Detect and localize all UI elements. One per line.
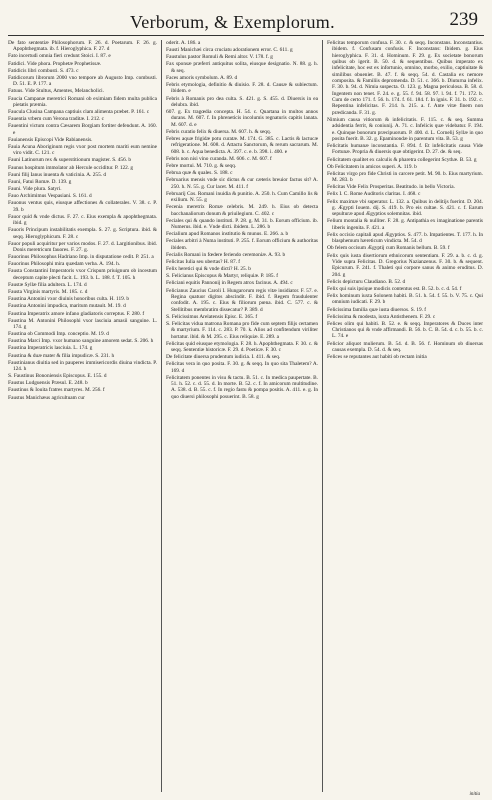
index-entry: Faustina Antonini impudica, maritum mutauit. M. 19. d <box>8 303 126 310</box>
index-entry: Felicitatem qualitet ex calculis & pharetra collegerint Scythæ. B. 53. g <box>327 156 477 163</box>
index-entry: Faustus Manichæus agricultuam cur <box>8 394 85 401</box>
index-entry: Faunus hospitum immolator ab Hercule occiditur. P. 122. g <box>8 164 134 171</box>
index-entry: Faustina Imperatricis lasciuia. L. 174. g <box>8 345 93 352</box>
index-entry: Faustina Marci Imp. vxor humano sanguine amorem sedat. S. 206. h <box>8 338 154 345</box>
index-entry: Felicitas quid eiusque etymologia. F. 28. h. Apophthegmata. F. 30. c. & seqq. Sententiæ historicæ. F. 29. d. Poeticæ. F. 30. c <box>166 340 318 353</box>
index-entry: De fato sententiæ Philosophorum. F. 26. d. Poetarum. F. 26. g. Apophthegmata. ib. f. Hieroglyphica. F. 27. d <box>8 40 157 53</box>
index-entry: Felicis depicturu Claudiano. B. 52. d <box>327 278 406 285</box>
index-entry: Fauor populi acquiritur per varios modos. F. 27. d. Largitionibus. ibid. Donis meretricum fauores. F. 27. g. <box>8 240 157 254</box>
index-entry: Fausta Constantini Imperatoris vxor Crispum priuignum ob incestum deceptum capite plecti facit. L. 193. b. L. 188. f. T. 105. h <box>8 268 157 281</box>
index-entry: Fauonus ventus quis, eiusque affectiones & collaterales. V. 38. c. P. 39. b <box>8 200 157 213</box>
index-entry: Faucia Campanæ meretrici Romani ob eximiam fidem multa publica pietatis præmia. <box>8 95 157 108</box>
index-entry: Felix quis iusta disertiorum ethnicorum sententiam. F. 29. a. b. c. d. g. Vide supra Felicitas. D. Gregorius Nazianzenus. F. 30. b. & sequent. Epicurum. F. 241. f. Thaleti qui corpore sanus & animo eruditus. D. 204. g <box>327 252 483 278</box>
page-number: 239 <box>449 9 478 30</box>
index-column-2 <box>166 40 318 794</box>
index-entry: Fauianensis Episcopi Vide Rabianensis. <box>8 136 93 143</box>
index-entry: Felicitas temporum confusa. F. 30. c. & seqq. Inconstans. Inconstantius. ibidem. f. Confusam confusis. F. Inconstans: Ibidem. g. Eius hieroglyphica. F. 31. d. Hominum. F. 29. g. Ex societate bonorum quibus ob igerit. B. 50. d. & sequentibus. Quibus imperato ex infelicitate, hoc est ex infortunio, omnino, morbo, exilio, captiuitate & similibus obueniet. B. 47. f. & seqq. 54. d. Castalia ex nemore composita. & Familiis depromenda. D. 51. c. 366. b. Diuturna infelix. F. 30. b. 94. d. Nimia suspecta. O. 123. g. Magna periculosa. B. 58. d. Ingentem non tenet. F. 24. e. g. 55. f. 94. 58. 97. l. 94. f. 71. 172. b. Cum de certo 171. f. 56. h. 174. f. 61. 184. f. In ignis. F. 31. b. 192. c. Repentina infelicitas. F. 214. h. 215. a. f. Ante vitæ finem non prædicanda. F. 31. g. <box>327 40 483 116</box>
index-entry: Fauo Archimimus Vespasiani. S. 161. d <box>8 193 92 200</box>
index-entry: Fatidicorum librorum 2000 vno tempore ab Augusto Imp. combusti. D. 51. E. P. 177. a <box>8 74 157 88</box>
index-entry: Feciales qui & quando instituti. P. 28. g. M. 31. b. Eorum officium. ib. Numerus. ibid. e. Vnde dicti. ibidem. L. 286. b <box>166 217 318 231</box>
index-entry: Faustina Imperatrix amore infano gladiatoris correptus. F. 280. f <box>8 310 145 317</box>
index-entry: Fauorinus Philosophi mira quædam verba. A. 194. h. <box>8 261 121 268</box>
index-entry: Februarij Cos. Romani inuidia & punitio. A. 250. h. Cum Camillo lis & exilium. N. 55. g <box>166 190 318 204</box>
index-entry: Faustinianus diuitia sed in pauperes immisericordis diuina vindicta. P. 124. h <box>8 359 157 373</box>
index-entry: Faustæ Syllæ filia adultera. L. 174. d <box>8 281 87 288</box>
page-header <box>0 0 492 40</box>
index-entry: Faustina M. Antonini Philosophi vxor lasciuia amasii sanguine. L. 174. g <box>8 317 157 330</box>
index-entry: Felix occisio capitali apud Ægyptios. S. 477. b. Impatientes. T. 177. h. In blasphemum hæreticum vindicta. M. 54. d <box>327 231 483 245</box>
index-entry: S. Faustinus Bononiensis Episcopus. E. 155. d <box>8 373 107 380</box>
index-entry: Felicissima & modesta, iuxta Antisthenem. F. 29. c <box>327 313 436 320</box>
index-entry: De felicitate diuersa prudentum iudicia. I. 411. & seq. <box>166 354 281 361</box>
index-entry: Felium montalia & nulliter. F. 28. g. Antipathia ex imaginatione parentis liberis ingenita. F. 421. a <box>327 218 483 231</box>
index-entry: Febre mortui. M. 710. g. & seqq. <box>166 162 237 169</box>
index-entry: Fecialis Romani in fœdere feriendo ceremoniæ. A. 93. b <box>166 251 286 258</box>
index-entry: Faucula Clusina Campana captiuis clam alimenta præbet. P. 161. c <box>8 109 150 116</box>
index-entry: Felicitas Vide Felix Prosperitas. Beatitudo. in bello Victoria. <box>327 184 455 191</box>
index-entry: Faces amoris symbolum. A. 89. d <box>166 74 238 81</box>
index-entry: Fauni Latinorum rex & superstitionum magister. S. 456. b <box>8 157 132 164</box>
column-divider <box>322 40 323 792</box>
index-entry: Fauni. Vide plura. Satyri. <box>8 185 62 192</box>
index-entry: Ob felem occisum Ægyptij cum Romanis bellum. B. 59. f <box>327 245 450 252</box>
index-entry: 607. g. Ex tragœdia concepta. H. 54. c. Quartana in multos annos durans. M. 607. f. In phreneticis incolumis regnaturis capitis lanata. M. 607. d. e <box>166 109 318 128</box>
index-column-3 <box>327 40 483 794</box>
index-entry: Fausta Virginis martyris. M. 185. c. d <box>8 289 88 296</box>
index-entry: Fauia Acuna Aboriginum regis vxor post mortem mariti eum nemine viro vidit. C. 121. c <box>8 143 157 157</box>
index-entry: Febris non nisi vino curanda. M. 606. c. M. 607. f <box>166 155 272 162</box>
index-entry: Fatuus. Vide Stultus, Amentes, Melancholici. <box>8 88 104 95</box>
index-entry: Ob Felicitatem in amicos superi. A. 119. b <box>327 163 417 170</box>
index-entry: S. Felicianus Episcopus & Martyr, reliquiæ. P. 185. f <box>166 273 278 280</box>
index-entry: Felix qui suis ipsique modicis contentus est. B. 52. b. c. d. 54. f <box>327 285 462 292</box>
index-entry: Faustina & duæ mater & filia impudicæ. S. 231. h <box>8 352 115 359</box>
index-entry: Fatidici. Vide phora. Prophetæ Prophetissæ. <box>8 60 102 67</box>
index-entry: Felicitatis humanæ inconstantia. F. 894. f. Et infelicitatis causa Vide Fortunæ. Propria & diuersis quæ obtigerint. D. 27. de. & seq. <box>327 143 483 156</box>
index-entry: Felix maximæ vbi superatur. L. 132. a. Quibus in delitijs fuerint. D. 204. g. Ægypti Iouem. dij. S. 419. b. Pro eis cultae. S. 421. c. f. Earum sepulturæ apud Ægyptios solemnitas. ibid. <box>327 198 483 218</box>
index-column-1 <box>8 40 157 794</box>
index-entry: Fecialium apud Romanos institutio & munus. E. 266. a. b <box>166 231 289 238</box>
index-entry: Fauentia vrbem cum Verona traditæ. I. 212. c <box>8 116 104 123</box>
index-entry: Felicior aliquot mulierum. B. 54. d. B. 56. f. Hominum ob diuersas causas exempla. D. 54. d. & seq. <box>327 340 483 353</box>
index-entry: Fauoris Principum instabilitatis exempla. S. 27. g. Scriptura. ibid. & seqq. Hieroglyphicum. F. 28. c <box>8 227 157 240</box>
index-entry: Faustina ob Commodi Imp. conceptio. M. 19. d <box>8 331 109 338</box>
catchword: initia <box>469 792 480 797</box>
index-entry: Febres aquæ frigidæ potu curatæ. M. 174. G. 385. c. Lactis & lactucæ refrigeratione. M. 608. d. Attactu Sanctorum, & rerum sacrarum. M. 608. b. c. Aqua benedicta. A. 397. c. e. b. 398. i. 400. e <box>166 135 318 155</box>
index-entry: Nimium causa vitiorum & infelicitatis. F. 115. c. & seq. Summa adsidentia ferrit, & coniunij. A. 71. c. Infelicis quæ videbatur. F. 194. e. Quinque bonorum præcipuorum. P. 400. d. L. Cornelij Syllæ in quo posita fuerit. B. 32. g. Epaminondæ in parentum vita. B. 53. g <box>327 116 483 142</box>
index-entry: Fecenia meretrix Romæ celebris. M. 249. h. Eius ob detecta bacchanaliorum donum & priuilegium. C. 402. c <box>166 204 318 217</box>
index-entry: Felicitas Iulia seu ubertas? H. 87. f <box>166 258 241 265</box>
index-entry: Fauni, Fatui Romæ. D. 139. g <box>8 178 72 185</box>
index-entry: Faustus Ludguensis Præsul. E. 248. b <box>8 380 88 387</box>
index-entry: Felicitas virgo pro fide Christi in carcere petit. M. 90. b. Eius martyrium. M. 283. b <box>327 170 483 184</box>
index-entry: Felicitatem ponentes in visu & tactu. B. 51. c. In medica paupertate. B. 51. h. 52. c. d. 55. d. In morte. B. 52. c. f. In amicorum multitudine. A. 538. d. B. 55. c. f. In regio fastu & pompa positis. A. 411. e. g. In quo diuersi philosophi posuerint. B. 58. g <box>166 374 318 400</box>
index-entry: Fauor quid & vnde dictus. F. 27. c. Eius exempla & apophthegmata. ibid. g <box>8 213 157 227</box>
index-entry: Felix I. C. Rome Auditoris claritas. I. 468. c <box>327 191 421 198</box>
index-entry: Fauentini victum contra Cæsarem Borgiam fortiter defendunt. A. 160. e <box>8 123 157 136</box>
column-divider <box>161 40 162 792</box>
index-entry: Fax sponsæ præferri antiquitus solita, eiusque designatio. N. 88. g. h. & seq. <box>166 61 318 74</box>
index-entry: Felicianus Zaucius Caroli I. Hungarorum regis vitæ insidiator. F. 57. e. Regina quatuor digitos abscindit. F. ibid. f. Regem fraudulenter confodit. A. 195. c. Eius & filiorum pœna. ibid. C. 577. c. & Stellitibus membratim dissecatur? P. 389. d <box>166 287 318 313</box>
header-rule <box>8 35 484 36</box>
index-entry: Febris à Romanis pro dea culta. S. 421. g. S. 455. d. Diuersis in ea delubra. ibid. <box>166 95 318 108</box>
index-entry: Februarius mensis vnde sic dictus & cur cæteris breuior factus sit? A. 250. h. N. 55. g. Cur lacet. M. 411. f <box>166 177 318 190</box>
index-entry: Febris curatio felix & diuersa. M. 607. h. & seqq. <box>166 128 271 135</box>
index-entry: Felices se reputantes aut habiti ob rectam initia <box>327 354 427 361</box>
index-entry: Februa quæ & quales. S. 188. c <box>166 170 233 177</box>
index-entry: Faustina Antonini vxor diuinis honoribus culta. H. 119. b <box>8 296 130 303</box>
index-entry: Fato incertudi omnia fieri credunt Stoici. I. 87. e <box>8 53 111 60</box>
index-entry: Fatidicis libri combusti. S. 473. c <box>8 67 79 74</box>
index-entry: Fauorinus Philosophus Hadriano Imp. in disputatione cedit. P. 251. a <box>8 254 154 261</box>
index-entry: Felicitas vera in quo posita. F. 30. g. & seqq. In quo sita Thaletem? A. 169. d <box>166 361 318 374</box>
index-entry: Fausti Manichæi circa cruciatu adorationem error. C. 611. g <box>166 47 293 54</box>
index-entry: Feliciani equitis Pannonij in Regem atrox facinus. A. 494. c <box>166 280 293 287</box>
running-title: Verborum, & Exemplorum. <box>130 12 335 32</box>
index-entry: oderit. A. 186. a <box>166 40 201 46</box>
index-entry: Faustinus & Iouita fratres martyres. M. 256. f <box>8 387 105 394</box>
index-entry: Felices olim qui habiti. B. 52. e. & seqq. Imperatores & Duces inter Christianos qui & vnde affirmandi. B. 56. b. C. B. 54. d. c. b. 55. b. c. L. 74. e <box>327 320 483 340</box>
index-entry: S. Felicissimus Arelatensis Episc. E. 365. f <box>166 313 258 320</box>
index-entry: S. Felicitas vidua matrona Romana pro fide cum septem filijs certamen & martyrium. F. 114. c. 283. P. 70. k. Alios ad confitendum viriliter hortatur. ibid. & M. 295. c. Eius reliquiæ. E. 289. a <box>166 320 318 340</box>
index-entry: Felicissima familia quæ iusta diuersos. S. 19. f <box>327 306 427 313</box>
index-entry: Feciales arbitri à Numa instituti. P. 255. f. Eorum officium & authoritas ibidem. <box>166 238 318 251</box>
index-entry: Felix heretici qui & vnde dicti? H. 25. b <box>166 266 251 273</box>
index-entry: Febris etymologia, definitio & diuisio. F. 28. d. Causæ & subiectum. ibidem. e <box>166 82 318 95</box>
index-entry: Felix hominum iuxta Solonem habiti. B. 51. h. 54. f. 55. b. V. 75. c. Qui omnium iudicati. F. 29. b <box>327 293 483 306</box>
index-entry: Faustulus pastor Romuli & Remi altor. V. 178. f. g <box>166 54 273 61</box>
index-entry: Fauni filij Ianus inuenta & vaticinia. A. 255. d <box>8 171 107 178</box>
